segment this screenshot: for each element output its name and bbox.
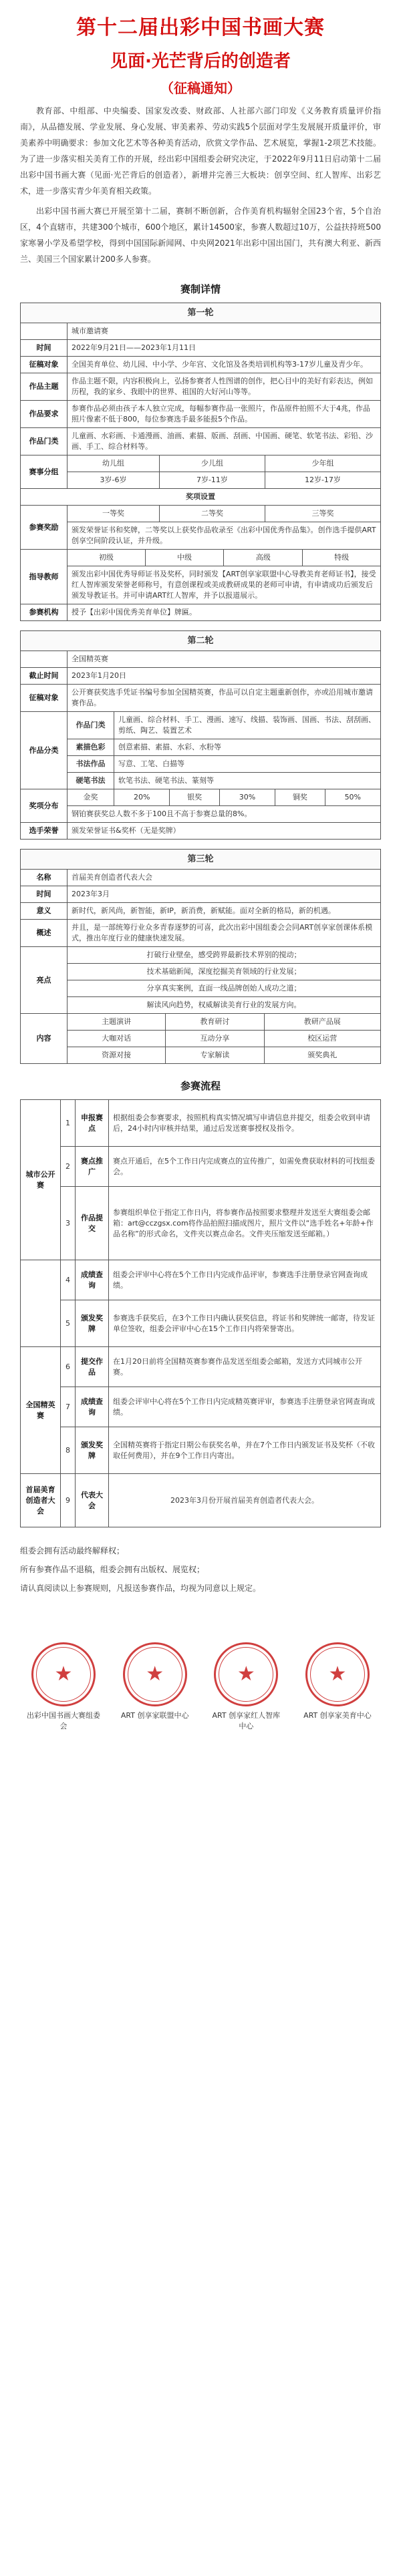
award-name-2: 铜奖 xyxy=(275,789,325,806)
content-cell: 主题演讲 xyxy=(68,1014,166,1031)
content-cell: 专家解读 xyxy=(166,1047,264,1064)
flow-step-text: 在1月20日前将全国精英赛参赛作品发送至组委会邮箱，发送方式同城市公开赛。 xyxy=(109,1347,381,1387)
intro-paragraph-1: 教育部、中组部、中央编委、国家发改委、财政部、人社部六部门印发《义务教育质量评价指南》，从品德发展、学业发展、身心发展、审美素养、劳动实践5个层面对学生发展展开质量评价，审美素养中明确要求：参加文化艺术等各种美育活动，欣赏文学作品、艺术展览，掌握1-2项艺术技能。为了进一步落实相关美育工作的开展，经出彩中国组委会研究决定，于2022年9月11日启动第十二届出彩中国书画大赛（见面·光芒背后的创造者），新增并完善三大板块：创享空间、红人智库、出彩艺术，进一步落实青少年美育相关政策。 xyxy=(20,106,381,196)
flow-step-name: 代表大会 xyxy=(76,1474,109,1527)
flow-step-no: 5 xyxy=(61,1300,76,1347)
flow-step-name: 赛点推广 xyxy=(76,1147,109,1187)
round1-label-5: 作品门类 xyxy=(21,428,68,455)
category-value-2: 写意、工笔、白描等 xyxy=(114,756,381,773)
flow-step-no: 2 xyxy=(61,1147,76,1187)
round1-label-0 xyxy=(21,323,68,340)
content-cell: 教育研讨 xyxy=(166,1014,264,1031)
note-item: 请认真阅读以上参赛规则，凡报送参赛作品，均视为同意以上规定。 xyxy=(20,1584,261,1593)
award-rate-0: 20% xyxy=(114,789,170,806)
page-subtitle: 见面·光芒背后的创造者 xyxy=(110,51,291,71)
flow-step-name: 成绩查询 xyxy=(76,1260,109,1300)
flow-section-name-0: 城市公开赛 xyxy=(21,1100,61,1260)
category-sub-2: 书法作品 xyxy=(68,756,114,773)
flow-step-name: 颁发奖牌 xyxy=(76,1427,109,1474)
notice-label: （征稿通知） xyxy=(160,80,241,96)
round1-label-3: 作品主题 xyxy=(21,373,68,401)
award-name-1: 银奖 xyxy=(170,789,219,806)
highlight-item-0: 打破行业壁垒，感受跨界最新技术界别的搅动； xyxy=(68,947,381,964)
category-sub-1: 素描色彩 xyxy=(68,739,114,756)
seal xyxy=(118,1642,192,1732)
details-title: 赛制详情 xyxy=(180,283,221,295)
flow-section-name-1 xyxy=(21,1260,61,1347)
note-item: 所有参赛作品不退稿，组委会拥有出版权、展览权； xyxy=(20,1565,205,1574)
participation-text: 颁发荣誉证书和奖牌，二等奖以上获奖作品收录至《出彩中国优秀作品集》。创作选手提供ART创享空间阶段认证，并升级。 xyxy=(68,522,381,550)
content-cell: 颁奖典礼 xyxy=(264,1047,380,1064)
award-rate-2: 50% xyxy=(325,789,380,806)
category-value-0: 儿童画、综合材料、手工、漫画、速写、线描、装饰画、国画、书法、刮刮画、剪纸、陶艺、装置艺术 xyxy=(114,712,381,739)
teacher-level-0: 初级 xyxy=(68,550,145,566)
content-cell: 校区运营 xyxy=(264,1031,380,1047)
teacher-levels xyxy=(68,550,380,566)
intro-paragraph-2: 出彩中国书画大赛已开展至第十二届，赛制不断创新，合作美育机构辐射全国23个省，5个自治区，4个直辖市，共建300个城市，600个地区，累计14500家，参赛人数超过10万，公益扶持班500家寒暑小学及希望学校，得到中国国际新闻网、中央网2021年出彩中国出国门，共有澳大利亚、新西兰、美国三个国家累计200多人参赛。 xyxy=(20,206,381,264)
flow-step-no: 8 xyxy=(61,1427,76,1474)
flow-section-name-2: 全国精英赛 xyxy=(21,1347,61,1474)
category-sub-3: 硬笔书法 xyxy=(68,773,114,789)
teacher-label: 指导教师 xyxy=(21,550,68,604)
round3-value-3: 并且，是一部统筹行业众多青春逐梦的可喜，此次出彩中国组委会会同ART创享家创课体系模式，推出年度行业的健康快速发展。 xyxy=(68,920,381,947)
round2-label-2: 征稿对象 xyxy=(21,685,68,712)
teacher-level-3: 特级 xyxy=(303,550,380,566)
flow-table xyxy=(20,1099,381,1527)
note-item: 组委会拥有活动最终解释权； xyxy=(20,1546,125,1555)
round2-table xyxy=(20,630,381,840)
content-cell: 教研产品展 xyxy=(264,1014,380,1031)
group-name-2: 少年组 xyxy=(265,455,380,472)
round3-label-3: 概述 xyxy=(21,920,68,947)
round1-value-3: 作品主题不限，内容积极向上，弘扬参赛者人性图谱的创作，把心目中的美好有彩表达，例如历程，我的家乡、我眼中的世界、祖国的大好河山等等。 xyxy=(68,373,381,401)
group-name-1: 少儿组 xyxy=(160,455,265,472)
flow-step-name: 提交作品 xyxy=(76,1347,109,1387)
flow-step-text: 全国精英赛将于指定日期公布获奖名单，并在7个工作日内颁发证书及奖杯（不收取任何费用），并在9个工作日内寄出。 xyxy=(109,1427,381,1474)
seal-label: ART 创享家红人智库中心 xyxy=(212,1711,281,1730)
category-value-3: 软笔书法、硬笔书法、篆刻等 xyxy=(114,773,381,789)
institution-text: 授予【出彩中国优秀美育单位】牌匾。 xyxy=(68,604,381,621)
round1-label-4: 作品要求 xyxy=(21,401,68,428)
round3-label-1: 时间 xyxy=(21,886,68,903)
round1-label-1: 时间 xyxy=(21,340,68,357)
flow-section-name-3: 首届美育创造者大会 xyxy=(21,1474,61,1527)
highlight-item-2: 分享真实案例，直面一线品牌创始人成功之道； xyxy=(68,980,381,997)
round3-value-1: 2023年3月 xyxy=(68,886,381,903)
seal-icon: ★ xyxy=(305,1642,370,1706)
round1-table xyxy=(20,303,381,621)
seal xyxy=(27,1642,100,1732)
round1-label-2: 征稿对象 xyxy=(21,357,68,373)
round1-value-2: 全国美育单位、幼儿园、中小学、少年宫、文化馆及各类培训机构等3-17岁儿童及青少年。 xyxy=(68,357,381,373)
seal-label: 出彩中国书画大赛组委会 xyxy=(27,1711,100,1730)
seal xyxy=(301,1642,374,1732)
round3-label-2: 意义 xyxy=(21,903,68,920)
flow-step-text: 根据组委会参赛要求，按照机构真实情况填写申请信息并提交，组委会收到申请后，24小时内审核并结果，通过后发送赛事授权及指令。 xyxy=(109,1100,381,1147)
participation-level-2: 三等奖 xyxy=(265,506,380,522)
flow-step-name: 成绩查询 xyxy=(76,1387,109,1427)
round1-value-1: 2022年9月21日——2023年1月11日 xyxy=(68,340,381,357)
seal-icon: ★ xyxy=(123,1642,187,1706)
round2-label-1: 截止时间 xyxy=(21,668,68,685)
highlight-item-3: 解读风向趋势，权威解读美育行业的发展方向。 xyxy=(68,997,381,1014)
round1-value-5: 儿童画、水彩画、卡通漫画、油画、素描、版画、刮画、中国画、硬笔、软笔书法、彩铅、沙画、手工、综合材料等。 xyxy=(68,428,381,455)
round1-value-0: 城市邀请赛 xyxy=(68,323,381,340)
flow-step-text: 赛点开通后，在5个工作日内完成赛点的宣传推广，如需免费获取材料的可找组委会。 xyxy=(109,1147,381,1187)
flow-step-text: 2023年3月份开展首届美育创造者代表大会。 xyxy=(109,1474,381,1527)
flow-step-text: 参赛组织单位于指定工作日内，将参赛作品按照要求整理并发送至大赛组委会邮箱：art@cczgsx.com将作品拍照扫描成图片，照片文件以“选手姓名+年龄+作品名称”的形式命名，文件夹以赛点命名。文件夹压缩发送至邮箱。） xyxy=(109,1187,381,1260)
seal-icon: ★ xyxy=(31,1642,96,1706)
flow-step-no: 1 xyxy=(61,1100,76,1147)
category-value-1: 创意素描、素描、水彩、水粉等 xyxy=(114,739,381,756)
round2-value-1: 2023年1月20日 xyxy=(68,668,381,685)
round3-value-0: 首届美育创造者代表大会 xyxy=(68,870,381,886)
groups-label: 赛事分组 xyxy=(21,455,68,489)
category-sub-0: 作品门类 xyxy=(68,712,114,739)
round3-value-2: 新时代，新风尚，新智能，新IP，新消费，新赋能。面对全新的格局，新的机遇。 xyxy=(68,903,381,920)
award-rate-1: 30% xyxy=(219,789,275,806)
flow-step-no: 9 xyxy=(61,1474,76,1527)
round2-label-5: 选手荣誉 xyxy=(21,823,68,840)
seals-row xyxy=(20,1642,381,1732)
flow-step-text: 组委会评审中心将在5个工作日内完成作品评审，参赛选手注册登录官网查询成绩。 xyxy=(109,1260,381,1300)
award-name-0: 金奖 xyxy=(68,789,114,806)
group-name-0: 幼儿组 xyxy=(68,455,160,472)
teacher-text: 颁发出彩中国优秀导师证书及奖杯，同时颁发【ART创享家联盟中心导教美育老师证书】，接受红人智库颁发荣誉老师称号，有意创课程或美成教研成果的老师可申请，有申请成功后颁发后颁发导教证书。并可申请ART红人智库，并予以报道展示。 xyxy=(68,566,381,604)
flow-step-no: 4 xyxy=(61,1260,76,1300)
page-title: 第十二届出彩中国书画大赛 xyxy=(76,16,325,39)
content-cell: 大咖对话 xyxy=(68,1031,166,1047)
flow-step-name: 申报赛点 xyxy=(76,1100,109,1147)
seal-label: ART 创享家联盟中心 xyxy=(120,1711,189,1720)
round2-value-2: 公开赛获奖选手凭证书编号参加全国精英赛，作品可以自定主题重新创作，亦或沿用城市邀请赛作品。 xyxy=(68,685,381,712)
flow-title: 参赛流程 xyxy=(180,1080,221,1092)
round2-label-0 xyxy=(21,651,68,668)
content-label: 内容 xyxy=(21,1014,68,1064)
teacher-level-2: 高级 xyxy=(224,550,303,566)
content-cell: 资源对接 xyxy=(68,1047,166,1064)
participation-level-0: 一等奖 xyxy=(68,506,160,522)
round3-table xyxy=(20,849,381,1064)
group-age-0: 3岁-6岁 xyxy=(68,472,160,489)
content-cell: 互动分享 xyxy=(166,1031,264,1047)
institution-label: 参赛机构 xyxy=(21,604,68,621)
flow-step-no: 7 xyxy=(61,1387,76,1427)
flow-step-text: 参赛选手获奖后，在3个工作日内确认获奖信息，将证书和奖牌统一邮寄，待发证单位签收，组委会评审中心在15个工作日内将荣誉寄出。 xyxy=(109,1300,381,1347)
awards-head: 奖项设置 xyxy=(21,489,381,506)
award-note: 钢铂赛获奖总人数不多于100且不高于参赛总量的8%。 xyxy=(68,806,381,823)
teacher-level-1: 中级 xyxy=(145,550,224,566)
seal-icon: ★ xyxy=(214,1642,278,1706)
round3-label-0: 名称 xyxy=(21,870,68,886)
group-age-2: 12岁-17岁 xyxy=(265,472,380,489)
round2-label-4: 奖项分布 xyxy=(21,789,68,823)
participation-label: 参赛奖励 xyxy=(21,506,68,550)
round2-value-0: 全国精英赛 xyxy=(68,651,381,668)
round2-head: 第二轮 xyxy=(21,631,381,651)
round1-value-4: 参赛作品必须由孩子本人独立完成，每幅参赛作品一张照片，作品原件拍照不大于4兆，作品照片像素不低于800，每位参赛选手最多能报5个作品。 xyxy=(68,401,381,428)
flow-step-name: 作品提交 xyxy=(76,1187,109,1260)
seal xyxy=(209,1642,283,1732)
round2-label-3: 作品分类 xyxy=(21,712,68,789)
flow-step-name: 颁发奖牌 xyxy=(76,1300,109,1347)
notes-section xyxy=(20,1543,381,1596)
flow-step-text: 组委会评审中心将在5个工作日内完成精英赛评审，参赛选手注册登录官网查询成绩。 xyxy=(109,1387,381,1427)
round3-head: 第三轮 xyxy=(21,850,381,870)
round1-head: 第一轮 xyxy=(21,303,381,323)
intro-section xyxy=(20,103,381,267)
group-age-1: 7岁-11岁 xyxy=(160,472,265,489)
round2-value-5: 颁发荣誉证书&奖杯（无是奖牌） xyxy=(68,823,381,840)
flow-step-no: 6 xyxy=(61,1347,76,1387)
flow-step-no: 3 xyxy=(61,1187,76,1260)
participation-level-1: 二等奖 xyxy=(160,506,265,522)
highlights-label: 亮点 xyxy=(21,947,68,1014)
seal-label: ART 创享家美育中心 xyxy=(303,1711,372,1720)
highlight-item-1: 技术基础新闻，深度挖掘美育领域的行业发展； xyxy=(68,964,381,980)
